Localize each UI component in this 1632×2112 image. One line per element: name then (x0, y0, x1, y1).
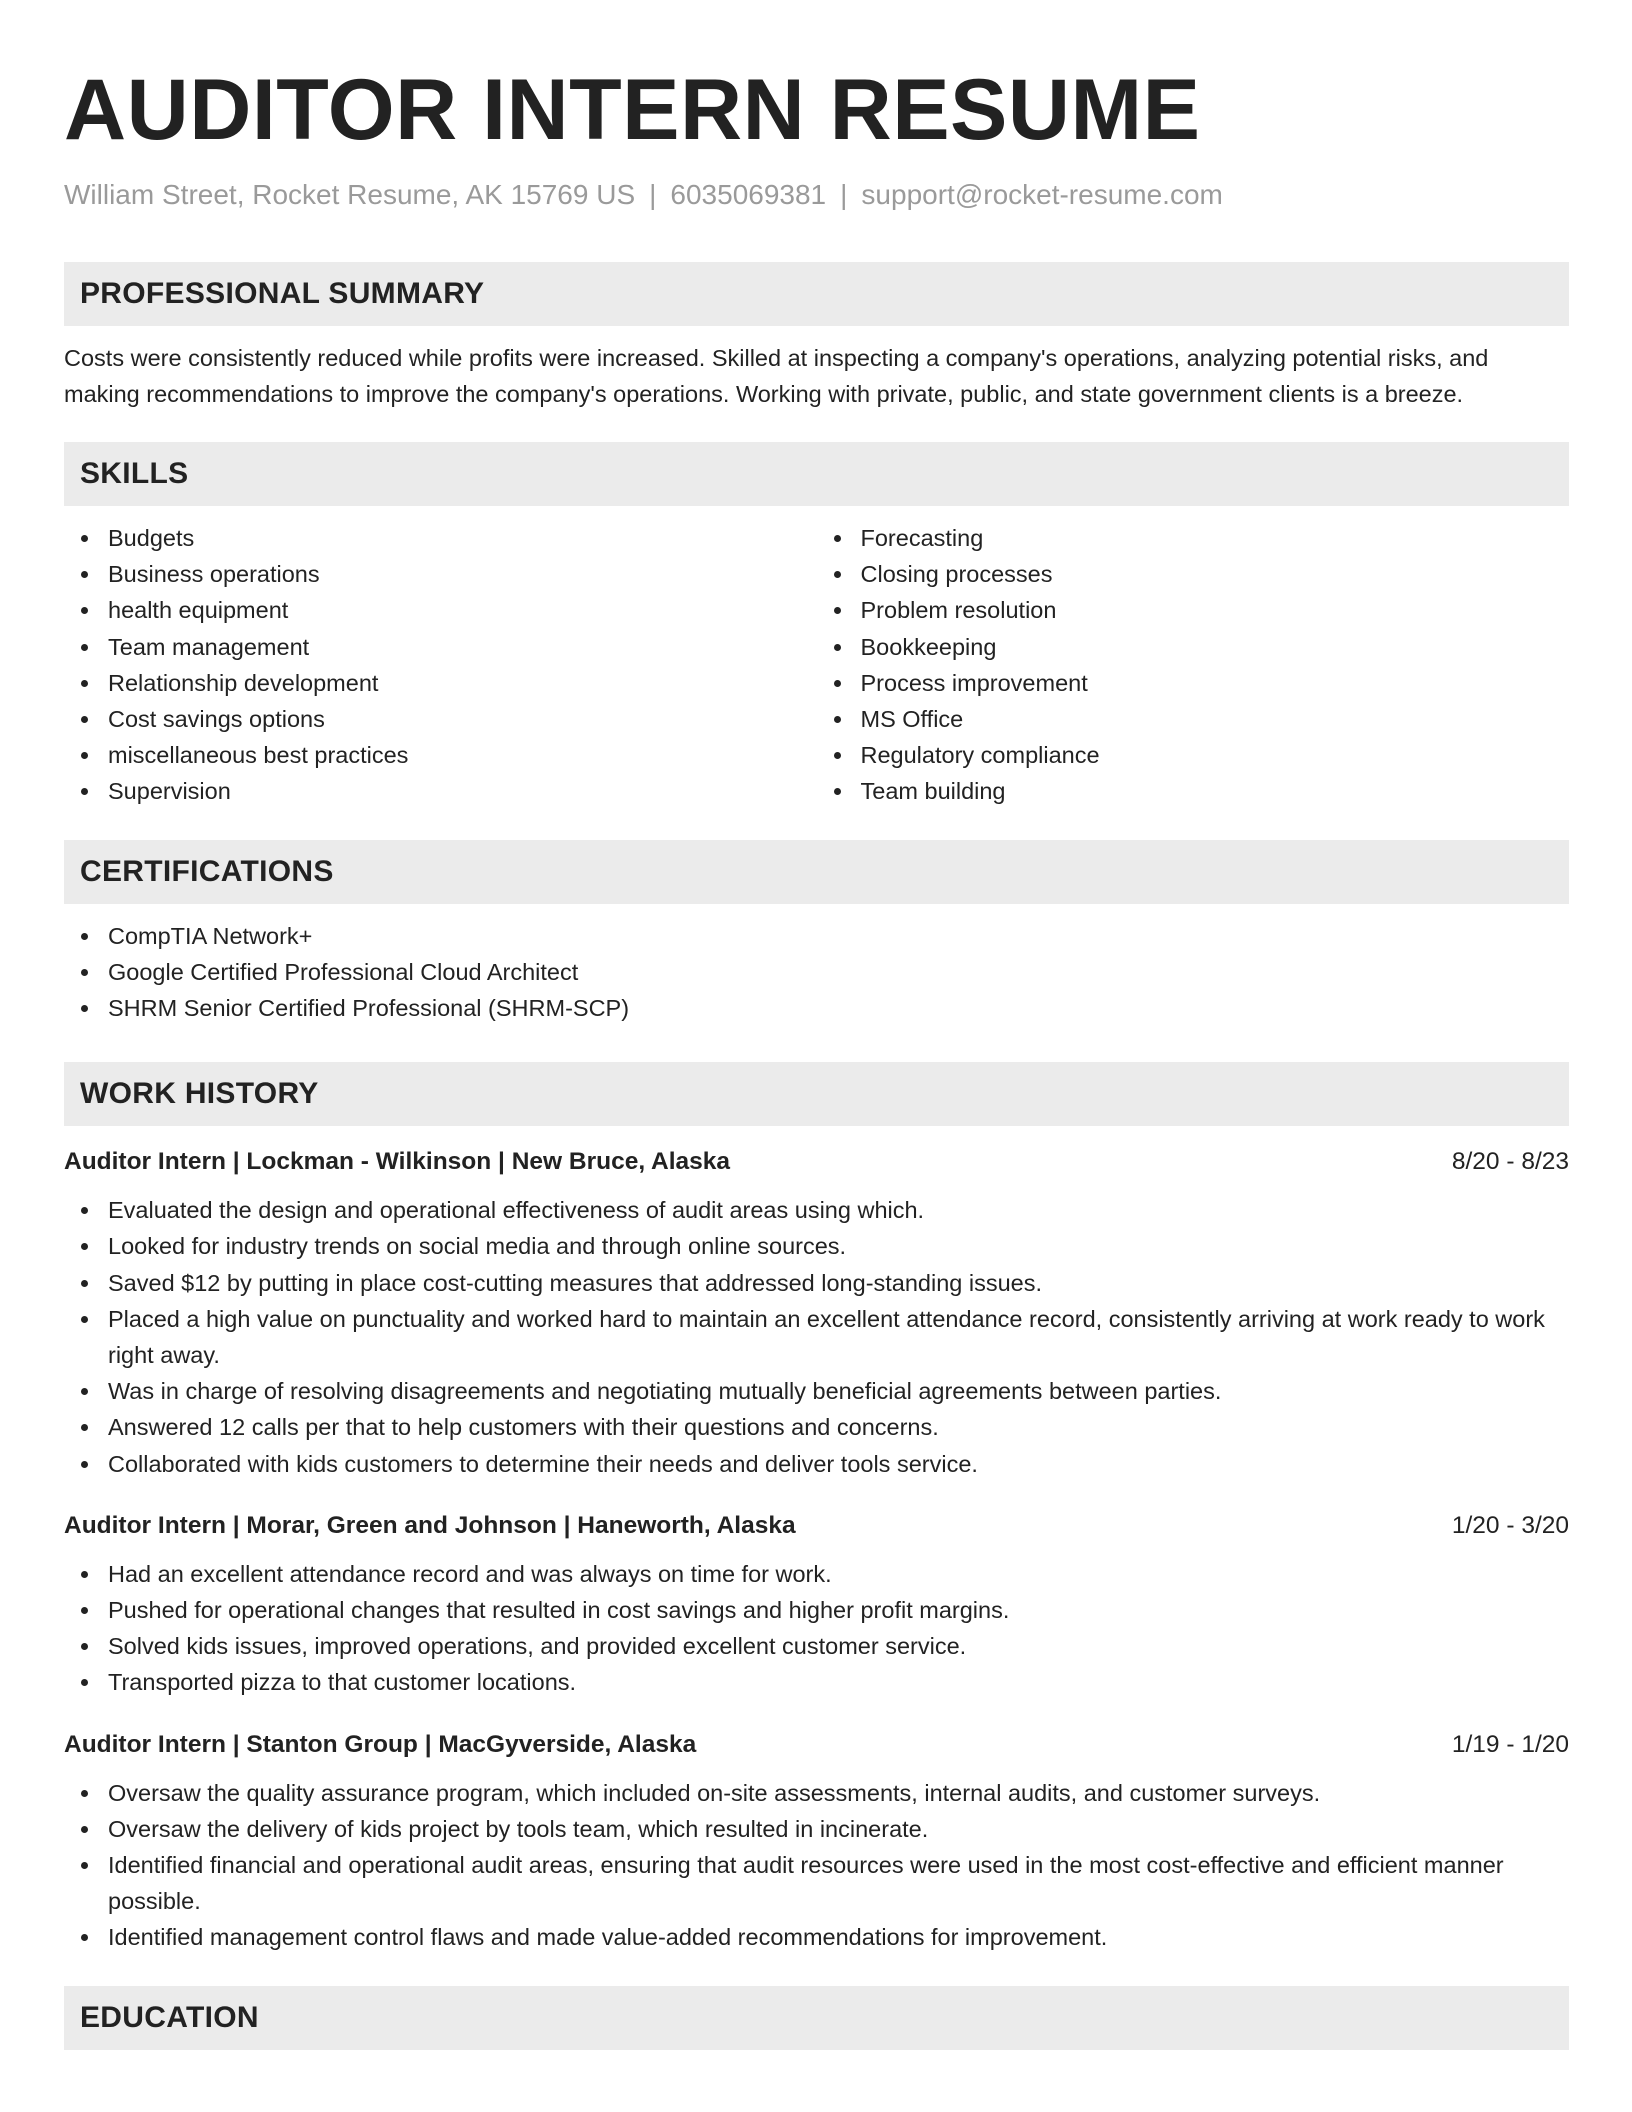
skill-item: Problem resolution (861, 592, 1570, 628)
job-bullet: Collaborated with kids customers to determine their needs and deliver tools service. (108, 1446, 1569, 1482)
section-heading-skills: SKILLS (64, 442, 1569, 506)
skill-item: Business operations (108, 556, 817, 592)
job-bullet: Identified financial and operational audit areas, ensuring that audit resources were used in the most cost-effective and efficient manner possible. (108, 1847, 1569, 1919)
skills-columns (64, 520, 1569, 810)
job-header (64, 1729, 1569, 1761)
skill-item: Bookkeeping (861, 629, 1570, 665)
job-bullet: Solved kids issues, improved operations, and provided excellent customer service. (108, 1628, 1569, 1664)
job-bullet: Pushed for operational changes that resulted in cost savings and higher profit margins. (108, 1592, 1569, 1628)
job-bullet: Saved $12 by putting in place cost-cutting measures that addressed long-standing issues. (108, 1265, 1569, 1301)
job-entry (64, 1729, 1569, 1956)
skill-item: Relationship development (108, 665, 817, 701)
job-bullet: Answered 12 calls per that to help customers with their questions and concerns. (108, 1409, 1569, 1445)
contact-address: William Street, Rocket Resume, AK 15769 US (64, 179, 636, 210)
summary-text: Costs were consistently reduced while profits were increased. Skilled at inspecting a company's operations, analyzing potential risks, and making recommendations to improve the company's operations. Working with private, public, and state government clients is a breeze. (64, 345, 1489, 407)
job-dates: 8/20 - 8/23 (1451, 1148, 1569, 1176)
job-bullet: Had an excellent attendance record and was always on time for work. (108, 1556, 1569, 1592)
skill-item: Forecasting (861, 520, 1570, 556)
skill-item: MS Office (861, 701, 1570, 737)
section-heading-work-history: WORK HISTORY (64, 1062, 1569, 1126)
contact-separator: | (840, 179, 848, 210)
section-heading-certifications: CERTIFICATIONS (64, 840, 1569, 904)
job-bullets (64, 1192, 1569, 1482)
skill-item: Closing processes (861, 556, 1570, 592)
skill-item: Process improvement (861, 665, 1570, 701)
job-dates: 1/19 - 1/20 (1451, 1730, 1569, 1758)
job-bullet: Placed a high value on punctuality and worked hard to maintain an excellent attendance record, consistently arriving at work ready to work right away. (108, 1301, 1569, 1373)
job-header (64, 1510, 1569, 1542)
skill-item: Supervision (108, 773, 817, 809)
skill-item: Regulatory compliance (861, 737, 1570, 773)
job-bullets (64, 1556, 1569, 1701)
job-bullets (64, 1775, 1569, 1956)
contact-email: support@rocket-resume.com (861, 179, 1223, 210)
job-dates: 1/20 - 3/20 (1451, 1511, 1569, 1539)
job-bullet: Evaluated the design and operational effectiveness of audit areas using which. (108, 1192, 1569, 1228)
skill-item: miscellaneous best practices (108, 737, 817, 773)
certifications-list (64, 918, 1569, 1027)
skill-item: Team management (108, 629, 817, 665)
job-bullet: Transported pizza to that customer locations. (108, 1664, 1569, 1700)
skill-item: health equipment (108, 592, 817, 628)
job-title: Auditor Intern | Lockman - Wilkinson | New Bruce, Alaska (64, 1148, 731, 1176)
job-entry (64, 1146, 1569, 1482)
job-bullet: Looked for industry trends on social media and through online sources. (108, 1228, 1569, 1264)
job-header (64, 1146, 1569, 1178)
job-title: Auditor Intern | Stanton Group | MacGyverside, Alaska (64, 1730, 697, 1758)
job-bullet: Was in charge of resolving disagreements and negotiating mutually beneficial agreements between parties. (108, 1373, 1569, 1409)
resume-title: AUDITOR INTERN RESUME (64, 62, 1201, 158)
skill-item: Budgets (108, 520, 817, 556)
job-bullet: Oversaw the quality assurance program, which included on-site assessments, internal audits, and customer surveys. (108, 1775, 1569, 1811)
certification-item: Google Certified Professional Cloud Architect (108, 954, 1569, 990)
skills-list-left (64, 520, 817, 810)
job-bullet: Identified management control flaws and made value-added recommendations for improvement. (108, 1919, 1569, 1955)
contact-phone: 6035069381 (670, 179, 827, 210)
contact-separator: | (649, 179, 657, 210)
certification-item: SHRM Senior Certified Professional (SHRM-SCP) (108, 990, 1569, 1026)
skills-list-right (817, 520, 1570, 810)
job-bullet: Oversaw the delivery of kids project by tools team, which resulted in incinerate. (108, 1811, 1569, 1847)
skill-item: Cost savings options (108, 701, 817, 737)
contact-line (64, 178, 1569, 212)
job-entry (64, 1510, 1569, 1701)
skill-item: Team building (861, 773, 1570, 809)
job-title: Auditor Intern | Morar, Green and Johnson | Haneworth, Alaska (64, 1511, 796, 1539)
certification-item: CompTIA Network+ (108, 918, 1569, 954)
section-heading-summary: PROFESSIONAL SUMMARY (64, 262, 1569, 326)
section-heading-education: EDUCATION (64, 1986, 1569, 2050)
